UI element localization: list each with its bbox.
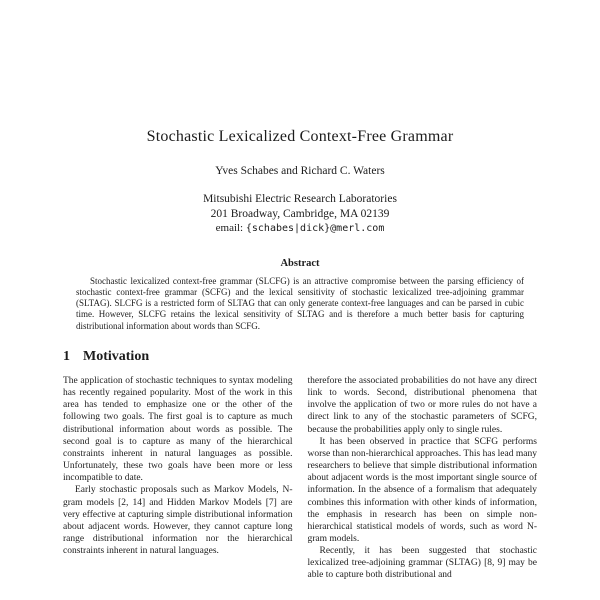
- paper-title: Stochastic Lexicalized Context-Free Grammar: [146, 128, 454, 145]
- right-column-paragraph-3: Recently, it has been suggested that stochastic lexicalized tree-adjoining grammar (SLTAG) [8, 9] may be able to capture both distributional and: [307, 546, 537, 581]
- section-title: Motivation: [83, 348, 150, 364]
- left-column-paragraph-1: The application of stochastic techniques to syntax modeling has recently regained popularity. Most of the work in this area has tended to emphasize one or the other of the following two goals. The first goal is to capture as much distributional information about words as possible. The second goal is to capture as many of the hierarchical constraints inherent in natural languages as possible. Unfortunately, these two goals have been more or less incompatible to date.: [63, 375, 293, 484]
- abstract-heading: Abstract: [280, 257, 320, 269]
- paper-authors: Yves Schabes and Richard C. Waters: [215, 165, 385, 177]
- email-label: email:: [215, 222, 246, 234]
- affiliation-block: [0, 192, 600, 237]
- body-columns: [63, 375, 537, 582]
- email-address: {schabes|dick}@merl.com: [245, 223, 385, 234]
- right-column-paragraph-1: therefore the associated probabilities do not have any direct link to words. Second, distributional phenomena that involve the application of two or more rules do not have a direct link to any of the stochastic parameters of SCFG, because the probabilities apply only to single rules.: [307, 375, 537, 435]
- paper-header: [0, 0, 600, 237]
- affiliation: Mitsubishi Electric Research Laboratories: [203, 193, 397, 205]
- right-column-paragraph-2: It has been observed in practice that SCFG performs worse than non-hierarchical approaches. This has lead many researchers to believe that simple distributional information about adjacent words is the most important single source of information. In the absence of a formalism that adequately combines this information with other kinds of information, the emphasis in research has been on simple non-hierarchical statistical models of words, such as word N-gram models.: [307, 436, 537, 545]
- abstract-text: Stochastic lexicalized context-free grammar (SLCFG) is an attractive compromise between the parsing efficiency of stochastic context-free grammar (SCFG) and the lexical sensitivity of stochastic lexicalized tree-adjoining grammar (SLTAG). SLCFG is a restricted form of SLTAG that can only generate context-free languages and can be parsed in cubic time. However, SLCFG retains the lexical sensitivity of SLTAG and is therefore a much better basis for capturing distributional information about words than SCFG.: [76, 275, 524, 331]
- left-column: [63, 375, 293, 582]
- section-heading-motivation: [63, 349, 537, 365]
- address: 201 Broadway, Cambridge, MA 02139: [210, 207, 390, 220]
- left-column-paragraph-2: Early stochastic proposals such as Markov Models, N-gram models [2, 14] and Hidden Markov Models [7] are very effective at capturing simple distributional information about adjacent words. However, they cannot capture long range distributional information nor the hierarchical constraints inherent in natural languages.: [63, 485, 293, 557]
- section-number: 1: [63, 348, 70, 364]
- abstract-section: [76, 258, 524, 332]
- email-line: [0, 221, 600, 237]
- right-column: [308, 375, 538, 582]
